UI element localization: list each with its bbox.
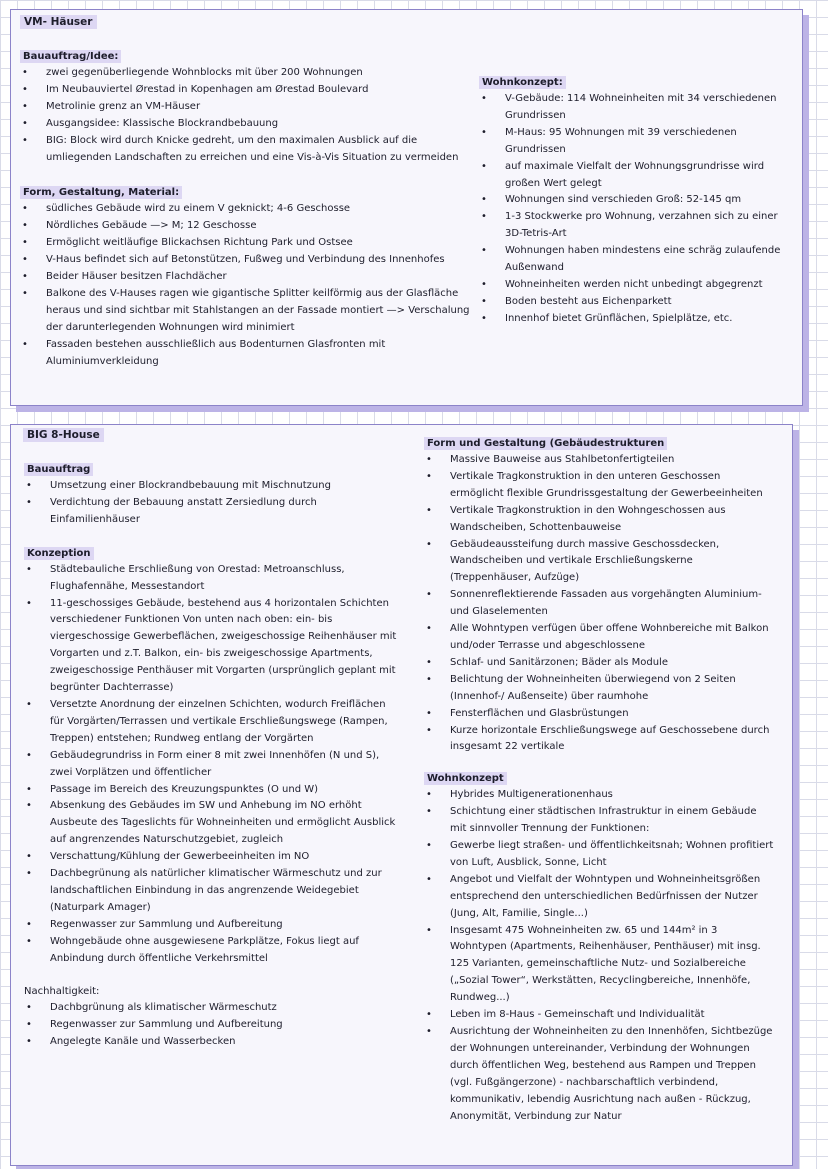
bullet-item: • Fensterflächen und Glasbrüstungen [424, 706, 774, 723]
bullet-item: • Wohneinheiten werden nicht unbedingt abgegrenzt [479, 277, 789, 294]
bullet-item: • Dachbgrünung als klimatischer Wärmeschutz [24, 1000, 402, 1017]
bullet-item: • Städtebauliche Erschließung von Orestad: Metroanschluss, Flughafennähe, Messestandort [24, 562, 402, 596]
card-title: BIG 8-House [23, 428, 104, 442]
section [20, 44, 478, 166]
bullet-item: • Im Neubauviertel Ørestad in Kopenhagen am Ørestad Boulevard [20, 82, 478, 99]
bullet-item: • Belichtung der Wohneinheiten überwiegend von 2 Seiten (Innenhof-/ Außenseite) über raumhohe [424, 672, 774, 706]
bullet-item: • Angebot und Vielfalt der Wohntypen und Wohneinheitsgrößen entsprechend den unterschiedlichen Bedürfnissen der Nutzer (Jung, Alt, Familie, Single...) [424, 872, 774, 923]
bullet-item: • Regenwasser zur Sammlung und Aufbereitung [24, 1017, 402, 1034]
bullet-item: • Angelegte Kanäle und Wasserbecken [24, 1034, 402, 1051]
bullet-item: • Ausgangsidee: Klassische Blockrandbebauung [20, 116, 478, 133]
bullet-item: • Fassaden bestehen ausschließlich aus Bodenturnen Glasfronten mit Aluminiumverkleidung [20, 337, 478, 371]
bullet-item: • Dachbegrünung als natürlicher klimatischer Wärmeschutz und zur landschaftlichen Einbindung in das angrenzende Weidegebiet (Naturpark Amager) [24, 866, 402, 917]
bullet-item: • Gebäudeaussteifung durch massive Geschossdecken, Wandscheiben und vertikale Erschließungskerne (Treppenhäuser, Aufzüge) [424, 537, 774, 588]
big-8-house-card [10, 424, 793, 1166]
section [424, 766, 774, 1125]
bullet-list [479, 91, 789, 328]
vm-haeuser-card [10, 9, 803, 406]
left-column [24, 457, 402, 1051]
bullet-item: • Vertikale Tragkonstruktion in den Wohngeschossen aus Wandscheiben, Schottenbauweise [424, 503, 774, 537]
right-column [424, 431, 774, 1125]
bullet-item: • Verdichtung der Bebauung anstatt Zersiedlung durch Einfamilienhäuser [24, 495, 402, 529]
bullet-item: • 1-3 Stockwerke pro Wohnung, verzahnen sich zu einer 3D-Tetris-Art [479, 209, 789, 243]
bullet-list [24, 562, 402, 968]
left-column [20, 44, 478, 371]
bullet-item: • Versetzte Anordnung der einzelnen Schichten, wodurch Freiflächen für Vorgärten/Terrassen und vertikale Erschließungswege (Rampen, Treppen) entstehen; Rundweg entlang der Vorgärten [24, 697, 402, 748]
bullet-list [424, 452, 774, 756]
bullet-item: • Verschattung/Kühlung der Gewerbeeinheiten im NO [24, 849, 402, 866]
bullet-item: • Umsetzung einer Blockrandbebauung mit Mischnutzung [24, 478, 402, 495]
bullet-item: • V-Gebäude: 114 Wohneinheiten mit 34 verschiedenen Grundrissen [479, 91, 789, 125]
bullet-list [24, 1000, 402, 1051]
bullet-list [424, 787, 774, 1125]
bullet-item: • Vertikale Tragkonstruktion in den unteren Geschossen ermöglicht flexible Grundrissgestaltung der Gewerbeeinheiten [424, 469, 774, 503]
section-title: Nachhaltigkeit: [24, 986, 100, 998]
section-title: Bauauftrag [24, 463, 93, 476]
bullet-item: • südliches Gebäude wird zu einem V geknickt; 4-6 Geschosse [20, 201, 478, 218]
bullet-list [20, 65, 478, 166]
bullet-item: • Schichtung einer städtischen Infrastruktur in einem Gebäude mit sinnvoller Trennung der Funktionen: [424, 804, 774, 838]
bullet-item: • Regenwasser zur Sammlung und Aufbereitung [24, 917, 402, 934]
section [24, 457, 402, 529]
section-title: Bauauftrag/Idee: [20, 50, 121, 63]
bullet-item: • Gewerbe liegt straßen- und öffentlichkeitsnah; Wohnen profitiert von Luft, Ausblick, Sonne, Licht [424, 838, 774, 872]
bullet-item: • Passage im Bereich des Kreuzungspunktes (O und W) [24, 782, 402, 799]
bullet-item: • Hybrides Multigenerationenhaus [424, 787, 774, 804]
bullet-item: • Insgesamt 475 Wohneinheiten zw. 65 und 144m² in 3 Wohntypen (Apartments, Reihenhäuser, Penthäuser) mit insg. 125 Varianten, gemeinschaftliche Nutz- und Sozialbereiche („Sozial Tower“, Werkstätten, Recyclingbereiche, Innenhöfe, Rundweg...) [424, 923, 774, 1008]
bullet-item: • BIG: Block wird durch Knicke gedreht, um den maximalen Ausblick auf die umliegenden Landschaften zu erreichen und eine Vis-à-Vis Situation zu vermeiden [20, 133, 478, 167]
bullet-item: • Alle Wohntypen verfügen über offene Wohnbereiche mit Balkon und/oder Terrasse und abgeschlossene [424, 621, 774, 655]
section [20, 180, 478, 370]
section [24, 979, 402, 1051]
bullet-item: • Schlaf- und Sanitärzonen; Bäder als Module [424, 655, 774, 672]
bullet-item: • Wohnungen haben mindestens eine schräg zulaufende Außenwand [479, 243, 789, 277]
bullet-item: • 11-geschossiges Gebäude, bestehend aus 4 horizontalen Schichten verschiedener Funktionen Von unten nach oben: ein- bis viergeschossige Gewerbeflächen, zweigeschossige Reihenhäuser mit Vorgarten und z.T. Balkon, ein- bis zweigeschossige Apartments, zweigeschossige Penthäuser mit Vorgarten (ursprünglich geplant mit begrünter Dachterrasse) [24, 596, 402, 697]
bullet-list [24, 478, 402, 529]
bullet-item: • M-Haus: 95 Wohnungen mit 39 verschiedenen Grundrissen [479, 125, 789, 159]
bullet-item: • Boden besteht aus Eichenparkett [479, 294, 789, 311]
section [424, 431, 774, 756]
bullet-item: • Absenkung des Gebäudes im SW und Anhebung im NO erhöht Ausbeute des Tageslichts für Wohneinheiten und ermöglicht Ausblick auf angrenzendes Naturschutzgebiet, zugleich [24, 798, 402, 849]
bullet-item: • zwei gegenüberliegende Wohnblocks mit über 200 Wohnungen [20, 65, 478, 82]
bullet-item: • auf maximale Vielfalt der Wohnungsgrundrisse wird großen Wert gelegt [479, 159, 789, 193]
bullet-item: • Ermöglicht weitläufige Blickachsen Richtung Park und Ostsee [20, 235, 478, 252]
bullet-item: • Metrolinie grenz an VM-Häuser [20, 99, 478, 116]
section-title: Konzeption [24, 547, 94, 560]
bullet-item: • Sonnenreflektierende Fassaden aus vorgehängten Aluminium- und Glaselementen [424, 587, 774, 621]
bullet-item: • Ausrichtung der Wohneinheiten zu den Innenhöfen, Sichtbezüge der Wohnungen untereinander, Verbindung der Wohnungen durch öffentlichen Weg, bestehend aus Rampen und Treppen (vgl. Fußgängerzone) - nachbarschaftlich verbindend, kommunikativ, lebendig Ausrichtung nach außen - Rückzug, Anonymität, Verbindung zur Natur [424, 1024, 774, 1125]
card-title: VM- Häuser [20, 15, 97, 29]
bullet-item: • Leben im 8-Haus - Gemeinschaft und Individualität [424, 1007, 774, 1024]
bullet-item: • Balkone des V-Hauses ragen wie gigantische Splitter keilförmig aus der Glasfläche heraus und sind sichtbar mit Stahlstangen an der Fassade montiert —> Verschalung der darunterlegenden Wohnungen wird minimiert [20, 286, 478, 337]
bullet-item: • Gebäudegrundriss in Form einer 8 mit zwei Innenhöfen (N und S), zwei Vorplätzen und öffentlicher [24, 748, 402, 782]
section-title: Wohnkonzept: [479, 76, 566, 89]
right-column [479, 70, 789, 328]
section [479, 70, 789, 328]
bullet-list [20, 201, 478, 370]
bullet-item: • Wohnungen sind verschieden Groß: 52-145 qm [479, 192, 789, 209]
bullet-item: • Innenhof bietet Grünflächen, Spielplätze, etc. [479, 311, 789, 328]
section-title: Form und Gestaltung (Gebäudestrukturen [424, 437, 667, 450]
section [24, 541, 402, 968]
section-title: Form, Gestaltung, Material: [20, 186, 182, 199]
bullet-item: • Beider Häuser besitzen Flachdächer [20, 269, 478, 286]
bullet-item: • Nördliches Gebäude —> M; 12 Geschosse [20, 218, 478, 235]
bullet-item: • Wohngebäude ohne ausgewiesene Parkplätze, Fokus liegt auf Anbindung durch öffentliche Verkehrsmittel [24, 934, 402, 968]
section-title: Wohnkonzept [424, 772, 507, 785]
bullet-item: • Kurze horizontale Erschließungswege auf Geschossebene durch insgesamt 22 vertikale [424, 723, 774, 757]
bullet-item: • V-Haus befindet sich auf Betonstützen, Fußweg und Verbindung des Innenhofes [20, 252, 478, 269]
bullet-item: • Massive Bauweise aus Stahlbetonfertigteilen [424, 452, 774, 469]
